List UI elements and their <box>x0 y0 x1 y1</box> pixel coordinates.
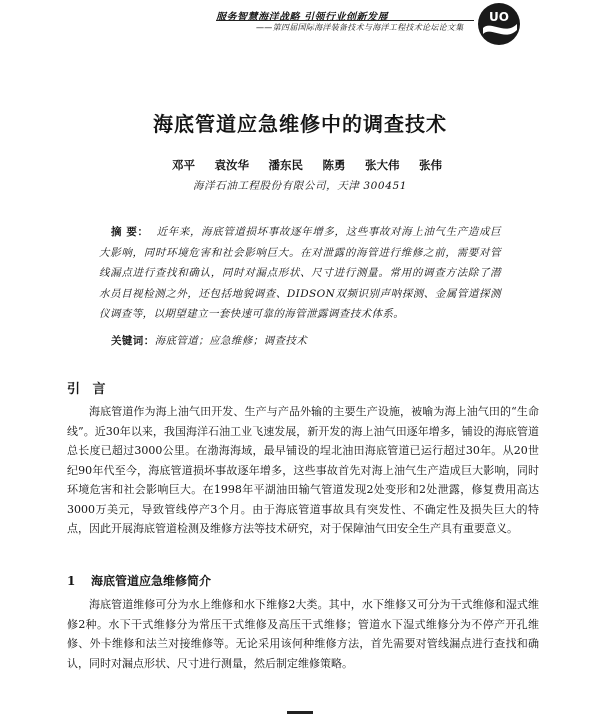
paper-title: 海底管道应急维修中的调查技术 <box>153 112 447 136</box>
page-number-cutoff <box>287 706 313 714</box>
section-body-intro: 海底管道作为海上油气田开发、生产与产品外输的主要生产设施，被喻为海上油气田的“生命线”。近30年以来，我国海洋石油工业飞速发展，新开发的海上油气田逐年增多，铺设的海底管道总长度已超过3000公里。在渤海海域，最早铺设的埕北油田海底管道已运行超过30年。从20世纪90年代至今，海底管道损坏事故逐年增多，这些事故首先对海上油气生产造成巨大影响，同时环境危害和社会影响巨大。在1998年平湖油田输气管道发现2处变形和2处泄露，修复费用高达3000万美元，导致管线停产3个月。由于海底管道事故具有突发性、不确定性及损失巨大的特点，因此开展海底管道检测及维修方法等技术研究，对于保障油气田安全生产具有重要意义。 <box>67 405 539 535</box>
abstract-text: 近年来，海底管道损坏事故逐年增多，这些事故对海上油气生产造成巨大影响，同时环境危害和社会影响巨大。在对泄露的海管进行维修之前，需要对管线漏点进行查找和确认，同时对漏点形状、尺寸进行测量。常用的调查方法除了潜水员目视检测之外，还包括地貌调查、DIDSON双频识别声呐探测、金属管道探测仪调查等，以期望建立一套快速可靠的海管泄露调查技术体系。 <box>99 226 501 320</box>
logo-text: UO <box>489 10 509 24</box>
author-name: 潘东民 <box>268 158 303 172</box>
keywords-label: 关键词： <box>111 335 155 347</box>
author-affiliation: 海洋石油工程股份有限公司，天津 300451 <box>192 180 408 192</box>
section-body-1: 海底管道维修可分为水上维修和水下维修2大类。其中，水下维修又可分为干式维修和湿式维修2种。水下干式维修分为常压干式维修及高压干式维修；管道水下湿式维修分为不停产开孔维修、外卡维修和法兰对接维修等。无论采用该何种维修方法，首先需要对管线漏点进行查找和确认，同时对漏点形状、尺寸进行测量，然后制定维修策略。 <box>67 598 539 670</box>
header-rule <box>216 20 474 21</box>
section-title: 海底管道应急维修简介 <box>91 574 212 588</box>
conference-logo-icon <box>477 2 521 46</box>
author-name: 袁汝华 <box>214 158 249 172</box>
author-name: 张大伟 <box>365 158 400 172</box>
keywords-text: 海底管道；应急维修；调查技术 <box>154 335 308 347</box>
keywords-line <box>111 333 501 348</box>
author-name: 邓平 <box>172 158 195 172</box>
section-heading-1 <box>67 572 211 589</box>
running-header-title: 服务智慧海洋战略 引领行业创新发展 <box>216 12 388 23</box>
abstract-block <box>99 222 501 325</box>
section-heading-intro: 引 言 <box>67 382 110 397</box>
author-list <box>172 157 442 173</box>
section-number: 1 <box>67 574 76 588</box>
abstract-label: 摘 要： <box>111 226 149 238</box>
running-header-subtitle: ——第四届国际海洋装备技术与海洋工程技术论坛论文集 <box>256 23 464 32</box>
author-name: 陈勇 <box>322 158 346 172</box>
author-name: 张伟 <box>419 158 442 172</box>
